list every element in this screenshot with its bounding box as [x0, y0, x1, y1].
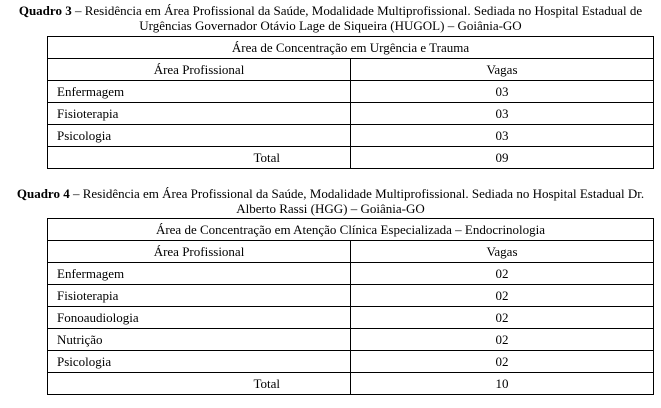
quadro-4-label: Quadro 4 — [16, 186, 70, 201]
table-header-row — [48, 241, 654, 263]
row-area: Psicologia — [48, 351, 351, 373]
row-area: Nutrição — [48, 329, 351, 351]
table-row — [48, 103, 654, 125]
table-title-row — [48, 37, 654, 59]
total-value: 10 — [351, 373, 654, 395]
row-area: Psicologia — [48, 125, 351, 147]
table-row — [48, 81, 654, 103]
row-vagas: 03 — [351, 81, 654, 103]
header-area-profissional: Área Profissional — [48, 241, 351, 263]
area-concentracao-title: Área de Concentração em Atenção Clínica Especializada – Endocrinologia — [48, 219, 654, 241]
total-row — [48, 373, 654, 395]
row-area: Enfermagem — [48, 81, 351, 103]
table-row — [48, 125, 654, 147]
quadro-3-caption-line-2: Urgências Governador Otávio Lage de Siqueira (HUGOL) – Goiânia-GO — [139, 18, 522, 33]
header-vagas: Vagas — [351, 59, 654, 81]
row-area: Fisioterapia — [48, 103, 351, 125]
row-vagas: 02 — [351, 285, 654, 307]
table-header-row — [48, 59, 654, 81]
row-vagas: 03 — [351, 125, 654, 147]
total-value: 09 — [351, 147, 654, 169]
row-vagas: 02 — [351, 263, 654, 285]
table-row — [48, 263, 654, 285]
area-concentracao-title: Área de Concentração em Urgência e Trauma — [48, 37, 654, 59]
quadro-4-caption-line-1 — [0, 186, 661, 201]
header-vagas: Vagas — [351, 241, 654, 263]
table-row — [48, 285, 654, 307]
row-vagas: 02 — [351, 329, 654, 351]
quadro-3-caption-line-1 — [0, 3, 661, 18]
table-row — [48, 307, 654, 329]
total-label: Total — [48, 147, 351, 169]
quadro-4-table — [47, 218, 654, 395]
quadro-3-caption-text-1: – Residência em Área Profissional da Saúde, Modalidade Multiprofissional. Sediada no Hospital Estadual de — [71, 3, 643, 18]
total-label: Total — [48, 373, 351, 395]
quadro-3-table — [47, 36, 654, 169]
table-title-row — [48, 219, 654, 241]
header-area-profissional: Área Profissional — [48, 59, 351, 81]
row-vagas: 02 — [351, 351, 654, 373]
row-vagas: 02 — [351, 307, 654, 329]
table-row — [48, 351, 654, 373]
row-area: Fisioterapia — [48, 285, 351, 307]
quadro-3-caption — [0, 3, 661, 33]
table-row — [48, 329, 654, 351]
quadro-4-caption-text-1: – Residência em Área Profissional da Saúde, Modalidade Multiprofissional. Sediada no Hospital Estadual Dr. — [69, 186, 645, 201]
row-vagas: 03 — [351, 103, 654, 125]
quadro-4-caption-line-2: Alberto Rassi (HGG) – Goiânia-GO — [236, 201, 425, 216]
row-area: Enfermagem — [48, 263, 351, 285]
quadro-4-caption — [0, 186, 661, 216]
total-row — [48, 147, 654, 169]
quadro-3-label: Quadro 3 — [18, 3, 72, 18]
row-area: Fonoaudiologia — [48, 307, 351, 329]
